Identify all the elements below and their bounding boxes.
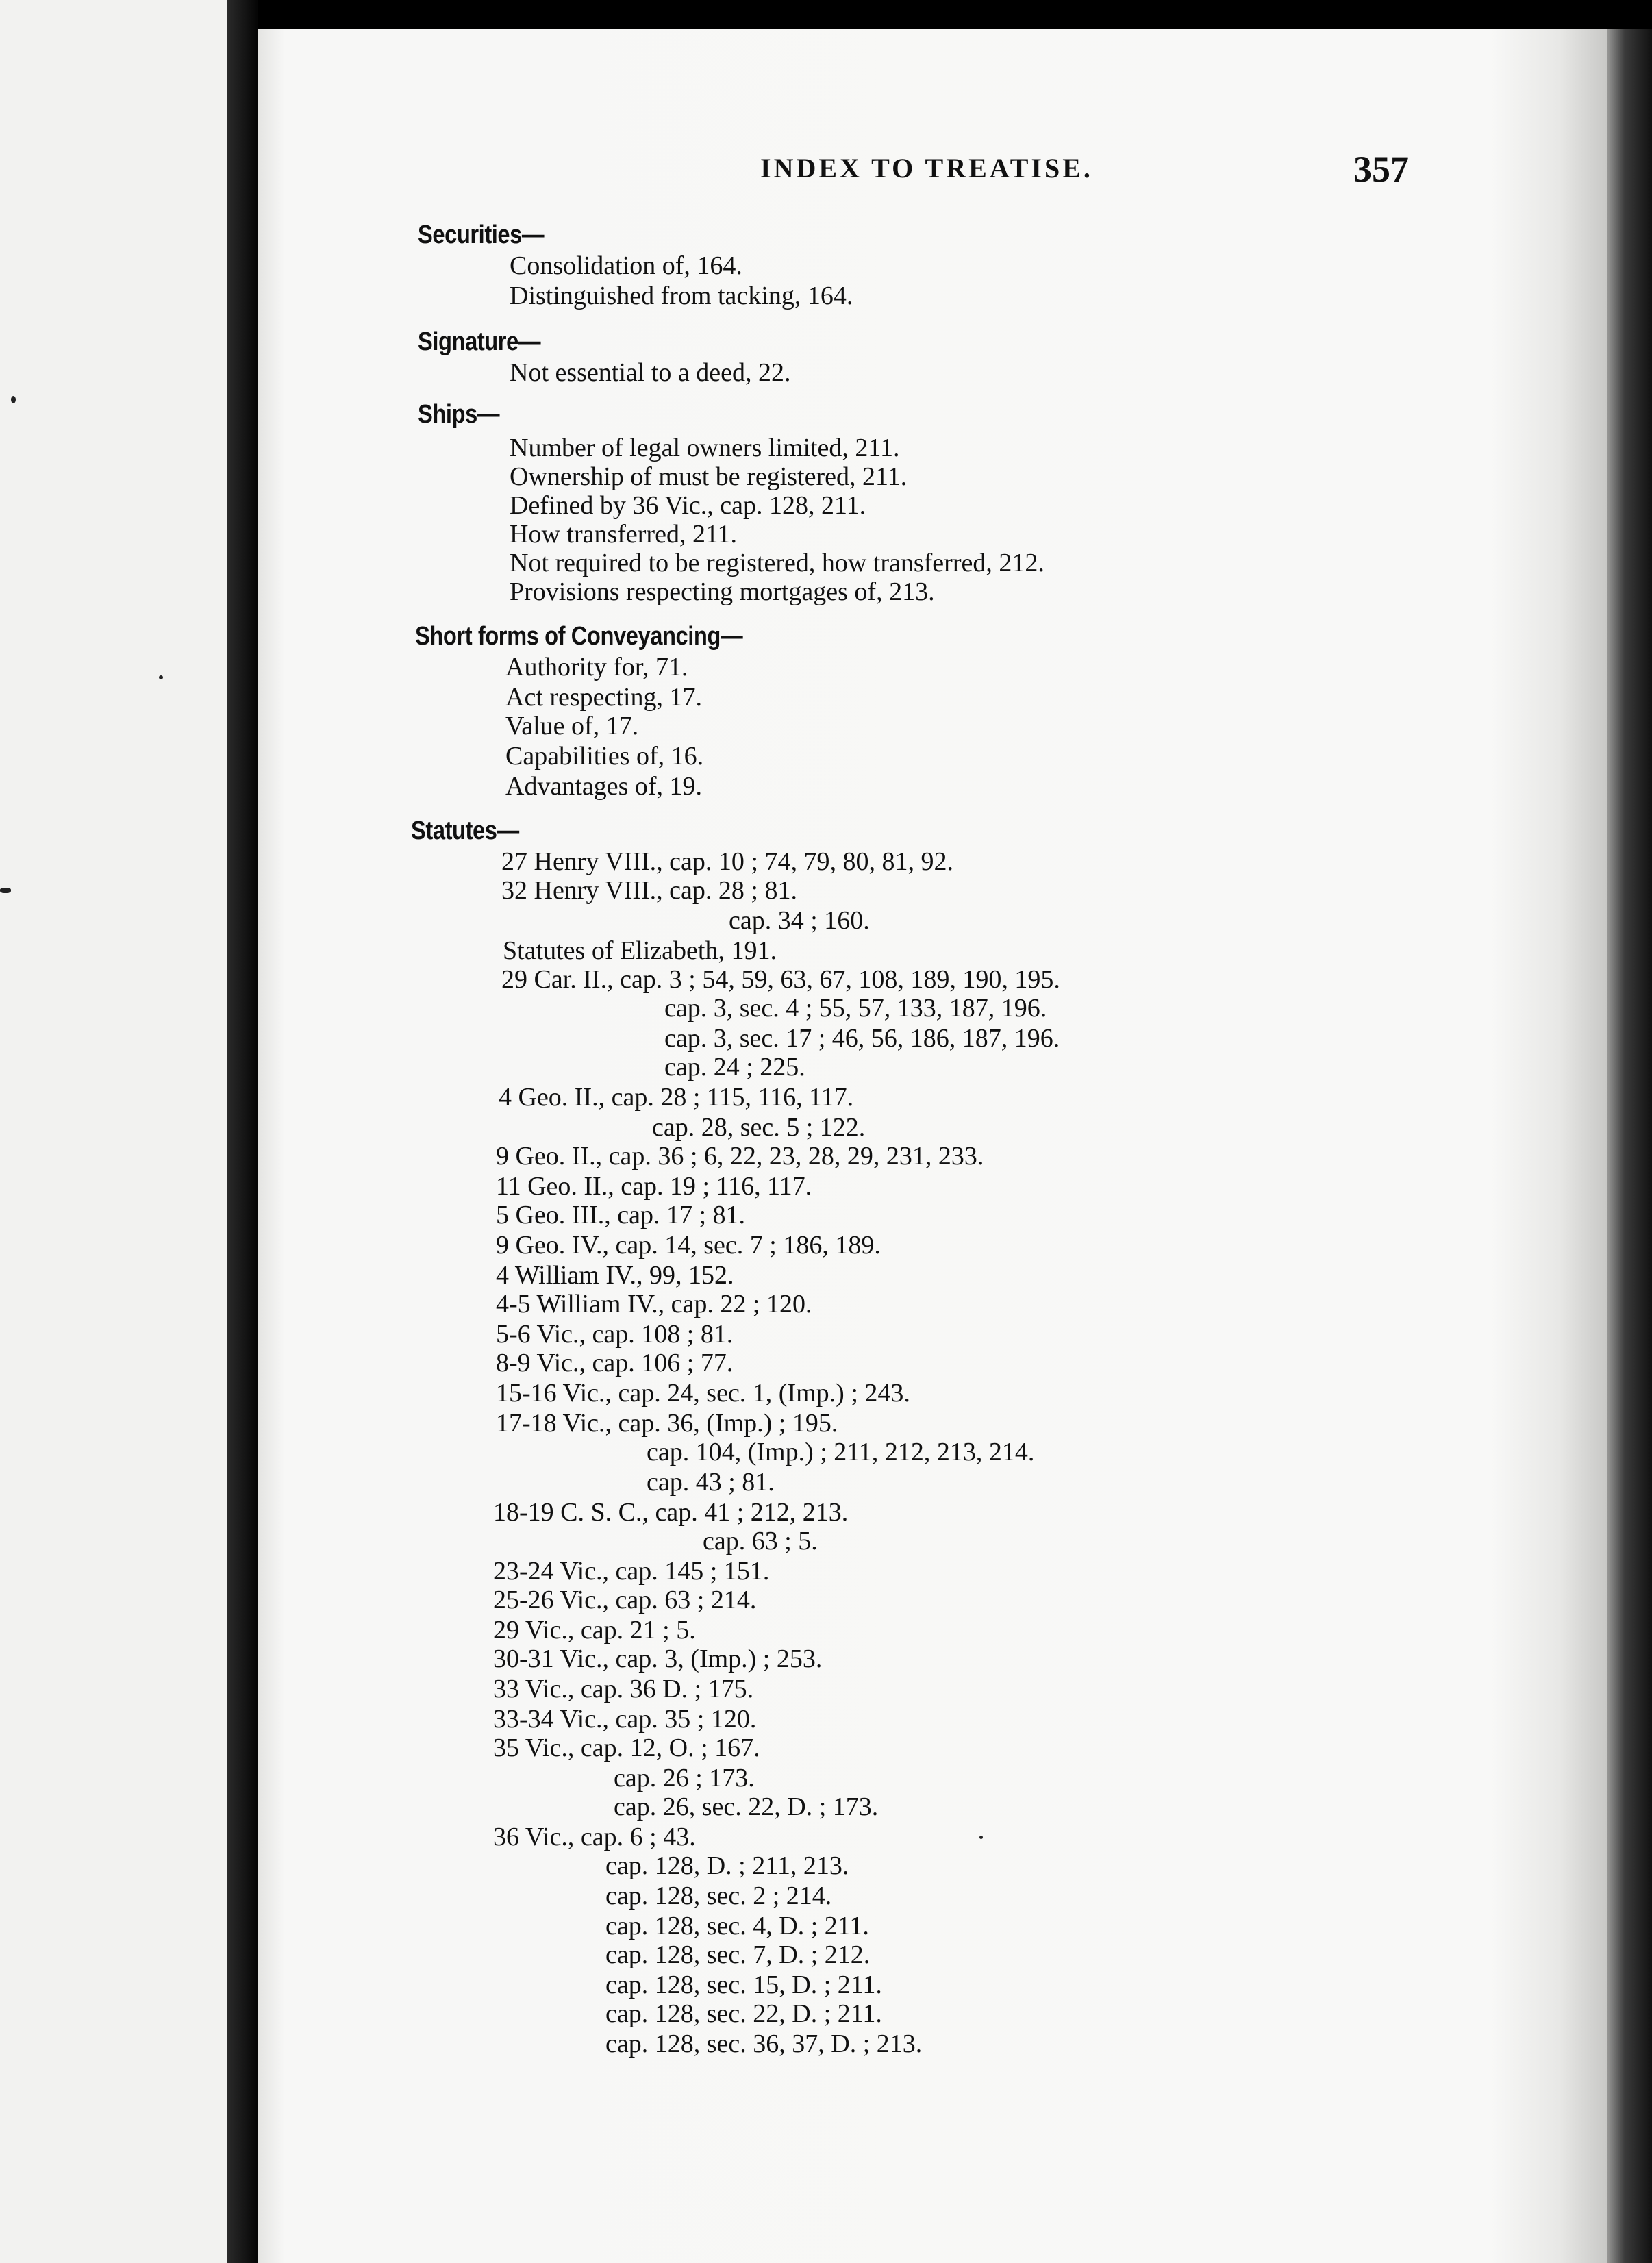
index-entry: Statutes of Elizabeth, 191. (503, 936, 777, 965)
index-entry: cap. 128, sec. 4, D. ; 211. (605, 1912, 869, 1940)
index-entry: 5-6 Vic., cap. 108 ; 81. (496, 1320, 734, 1349)
index-entry: 29 Vic., cap. 21 ; 5. (493, 1616, 696, 1645)
index-entry: Value of, 17. (505, 712, 639, 740)
index-entry: cap. 34 ; 160. (729, 906, 870, 935)
index-entry: cap. 3, sec. 4 ; 55, 57, 133, 187, 196. (664, 994, 1047, 1023)
index-entry: 27 Henry VIII., cap. 10 ; 74, 79, 80, 81, 92. (501, 847, 953, 876)
index-heading-signature: Signature— (418, 327, 541, 356)
index-entry: cap. 128, sec. 2 ; 214. (605, 1881, 832, 1910)
index-entry: Advantages of, 19. (505, 772, 703, 801)
index-entry: 35 Vic., cap. 12, O. ; 167. (493, 1734, 760, 1762)
index-entry: Not required to be registered, how transferred, 212. (510, 549, 1044, 577)
running-header: INDEX TO TREATISE. (760, 153, 1093, 184)
index-entry: cap. 3, sec. 17 ; 46, 56, 186, 187, 196. (664, 1024, 1060, 1053)
index-entry: 18-19 C. S. C., cap. 41 ; 212, 213. (493, 1498, 849, 1527)
index-entry: cap. 104, (Imp.) ; 211, 212, 213, 214. (647, 1438, 1035, 1466)
index-entry: cap. 24 ; 225. (664, 1053, 805, 1082)
index-entry: Capabilities of, 16. (505, 742, 704, 771)
index-entry: Not essential to a deed, 22. (510, 358, 791, 387)
index-entry: Authority for, 71. (505, 653, 688, 682)
index-entry: Ownership of must be registered, 211. (510, 462, 908, 491)
index-heading-short-forms: Short forms of Conveyancing— (415, 622, 743, 651)
index-entry: 4-5 William IV., cap. 22 ; 120. (496, 1290, 812, 1318)
index-entry: 4 Geo. II., cap. 28 ; 115, 116, 117. (499, 1083, 854, 1112)
index-entry: 30-31 Vic., cap. 3, (Imp.) ; 253. (493, 1645, 823, 1673)
index-entry: 29 Car. II., cap. 3 ; 54, 59, 63, 67, 108, 189, 190, 195. (501, 965, 1060, 994)
index-entry: 25-26 Vic., cap. 63 ; 214. (493, 1586, 757, 1614)
index-heading-statutes: Statutes— (411, 816, 519, 845)
index-entry: cap. 128, sec. 36, 37, D. ; 213. (605, 2029, 923, 2058)
page-speck (979, 1836, 983, 1839)
index-entry: 11 Geo. II., cap. 19 ; 116, 117. (496, 1172, 812, 1201)
index-entry: cap. 128, sec. 22, D. ; 211. (605, 1999, 882, 2028)
index-entry: cap. 26 ; 173. (614, 1764, 755, 1792)
index-entry: Number of legal owners limited, 211. (510, 434, 900, 462)
index-entry: 8-9 Vic., cap. 106 ; 77. (496, 1349, 734, 1377)
index-entry: cap. 28, sec. 5 ; 122. (652, 1113, 866, 1142)
index-entry: 9 Geo. IV., cap. 14, sec. 7 ; 186, 189. (496, 1231, 881, 1260)
index-entry: 15-16 Vic., cap. 24, sec. 1, (Imp.) ; 243. (496, 1379, 910, 1408)
index-entry: cap. 26, sec. 22, D. ; 173. (614, 1792, 879, 1821)
index-heading-securities: Securities— (418, 221, 545, 249)
index-entry: cap. 128, sec. 15, D. ; 211. (605, 1971, 882, 1999)
index-entry: 23-24 Vic., cap. 145 ; 151. (493, 1557, 770, 1586)
previous-page-edge (0, 0, 231, 2263)
margin-speck (159, 675, 163, 679)
index-entry: 4 William IV., 99, 152. (496, 1261, 734, 1290)
index-entry: 17-18 Vic., cap. 36, (Imp.) ; 195. (496, 1409, 838, 1438)
page-edge-shadow (1607, 29, 1652, 2263)
index-entry: cap. 128, sec. 7, D. ; 212. (605, 1940, 871, 1969)
index-entry: Consolidation of, 164. (510, 251, 742, 280)
margin-speck (0, 888, 11, 893)
index-entry: cap. 43 ; 81. (647, 1468, 775, 1497)
index-entry: 33-34 Vic., cap. 35 ; 120. (493, 1705, 757, 1734)
page-number: 357 (1353, 149, 1409, 190)
gutter-shadow (227, 0, 258, 2263)
margin-speck (11, 396, 16, 403)
index-entry: 5 Geo. III., cap. 17 ; 81. (496, 1201, 746, 1229)
index-entry: cap. 63 ; 5. (703, 1527, 818, 1555)
index-entry: 32 Henry VIII., cap. 28 ; 81. (501, 876, 797, 905)
index-entry: 36 Vic., cap. 6 ; 43. (493, 1823, 696, 1851)
index-entry: Distinguished from tacking, 164. (510, 282, 853, 310)
index-entry: Act respecting, 17. (505, 683, 703, 712)
index-entry: cap. 128, D. ; 211, 213. (605, 1851, 849, 1880)
index-entry: Provisions respecting mortgages of, 213. (510, 577, 935, 606)
index-heading-ships: Ships— (418, 400, 500, 429)
index-entry: 9 Geo. II., cap. 36 ; 6, 22, 23, 28, 29, 231, 233. (496, 1142, 984, 1171)
index-entry: Defined by 36 Vic., cap. 128, 211. (510, 491, 866, 520)
index-entry: How transferred, 211. (510, 520, 738, 549)
index-entry: 33 Vic., cap. 36 D. ; 175. (493, 1675, 754, 1703)
